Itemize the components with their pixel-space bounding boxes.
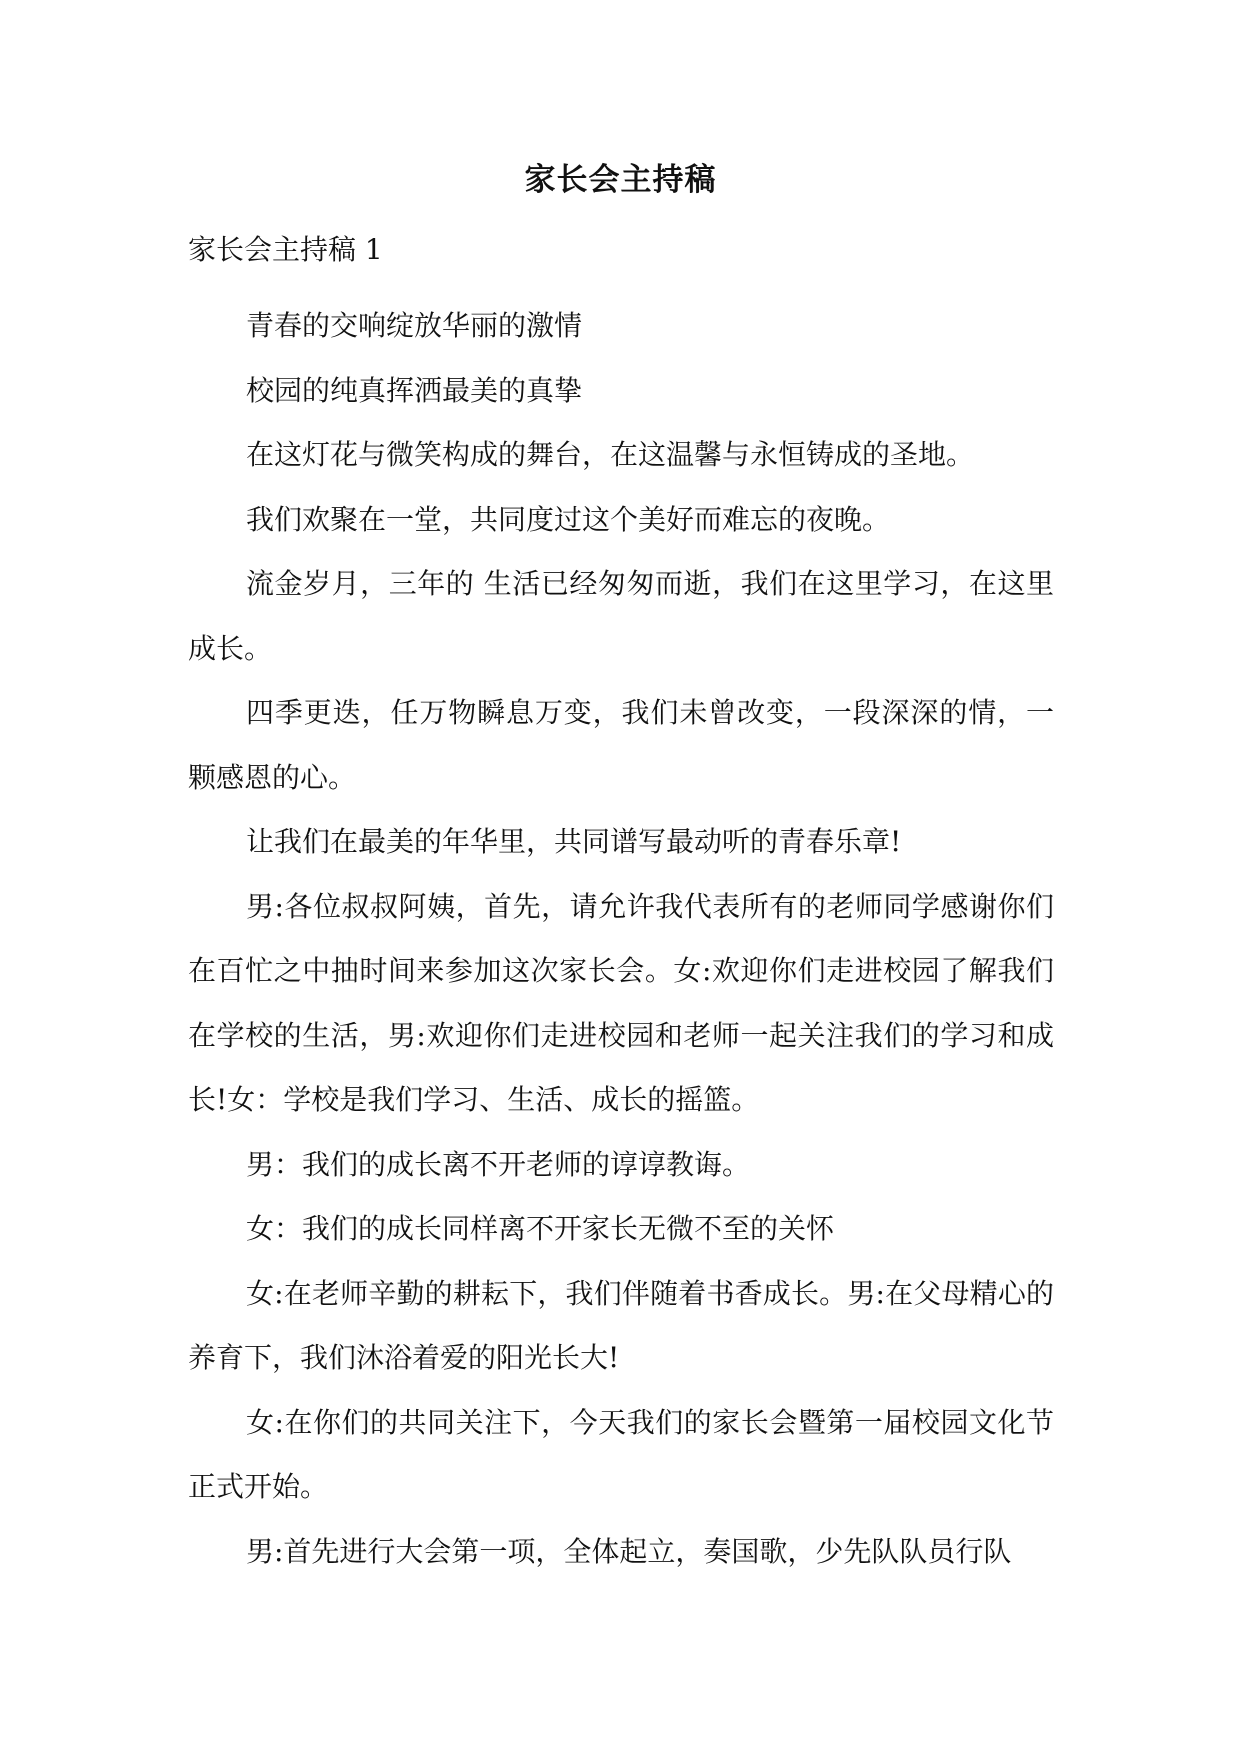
- paragraph: 青春的交响绽放华丽的激情: [246, 309, 583, 342]
- paragraph: 男:首先进行大会第一项，全体起立，奏国歌，少先队队员行队: [246, 1534, 1012, 1568]
- paragraph: 我们欢聚在一堂，共同度过这个美好而难忘的夜晚。: [246, 502, 891, 536]
- paragraph: 四季更迭，任万物瞬息万变，我们未曾改变，一段深深的情，一颗感恩的心。: [188, 696, 1054, 794]
- paragraph: 校园的纯真挥洒最美的真挚: [246, 373, 583, 407]
- document-body: [188, 294, 1054, 1584]
- paragraph: 让我们在最美的年华里，共同谱写最动听的青春乐章!: [246, 825, 902, 858]
- paragraph: 流金岁月，三年的 生活已经匆匆而逝，我们在这里学习，在这里成长。: [188, 567, 1054, 665]
- paragraph: 在这灯花与微笑构成的舞台，在这温馨与永恒铸成的圣地。: [246, 438, 975, 471]
- paragraph: 男：我们的成长离不开老师的谆谆教诲。: [246, 1147, 751, 1181]
- section-heading: 家长会主持稿 1: [188, 233, 383, 266]
- document-title: 家长会主持稿: [524, 162, 717, 198]
- paragraph: 女:在你们的共同关注下，今天我们的家长会暨第一届校园文化节正式开始。: [188, 1405, 1054, 1503]
- paragraph: 女:在老师辛勤的耕耘下，我们伴随着书香成长。男:在父母精心的养育下，我们沐浴着爱的阳光长大!: [188, 1276, 1054, 1374]
- paragraph: 男:各位叔叔阿姨，首先，请允许我代表所有的老师同学感谢你们在百忙之中抽时间来参加这次家长会。女:欢迎你们走进校园了解我们在学校的生活，男:欢迎你们走进校园和老师一起关注我们的学习和成长!女：学校是我们学习、生活、成长的摇篮。: [188, 889, 1054, 1116]
- paragraph: 女：我们的成长同样离不开家长无微不至的关怀: [246, 1212, 835, 1245]
